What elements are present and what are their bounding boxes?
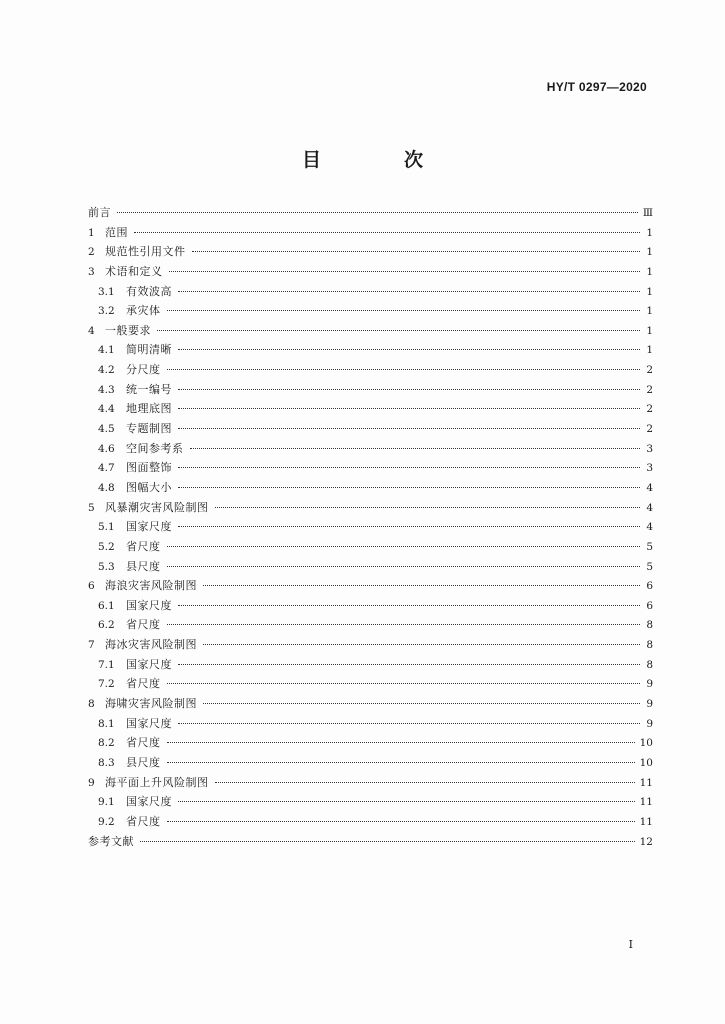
toc-entry[interactable] <box>88 458 653 478</box>
toc-entry-page: 9 <box>646 698 653 711</box>
toc-entry-number: 3.2 <box>98 305 115 318</box>
dot-leader <box>215 782 635 783</box>
toc-entry[interactable] <box>88 360 653 380</box>
dot-leader <box>203 703 640 704</box>
toc-entry-page: 11 <box>639 815 653 828</box>
toc-entry[interactable] <box>88 773 653 793</box>
toc-entry-page: 8 <box>646 639 653 652</box>
toc-entry-number: 4.8 <box>98 481 115 494</box>
toc-entry-page: 1 <box>646 265 653 278</box>
toc-entry-page: 1 <box>646 246 653 259</box>
toc-entry-label: 范围 <box>105 225 128 239</box>
toc-entry-page: 3 <box>646 462 653 475</box>
toc-entry[interactable] <box>88 832 653 852</box>
toc-entry-page: 1 <box>646 305 653 318</box>
toc-entry-label: 海浪灾害风险制图 <box>105 579 197 593</box>
toc-entry-number: 7.1 <box>98 658 115 671</box>
toc-entry-page: 2 <box>646 364 653 377</box>
toc-entry-page: 9 <box>646 678 653 691</box>
page-title: 目 次 <box>301 149 455 171</box>
dot-leader <box>167 310 641 311</box>
toc-entry-label: 国家尺度 <box>126 520 172 534</box>
toc-entry[interactable] <box>88 635 653 655</box>
toc-entry-label: 县尺度 <box>126 559 161 573</box>
toc-entry-number: 6.1 <box>98 599 115 612</box>
toc-entry-number: 8.2 <box>98 737 115 750</box>
toc-entry-page: 8 <box>646 619 653 632</box>
toc-entry-label: 省尺度 <box>126 539 161 553</box>
toc-entry-number: 8.1 <box>98 717 115 730</box>
toc-entry-number: 4.2 <box>98 364 115 377</box>
toc-entry[interactable] <box>88 439 653 459</box>
toc-entry[interactable] <box>88 340 653 360</box>
toc-entry-page: 10 <box>639 737 653 750</box>
dot-leader <box>178 428 640 429</box>
toc-entry[interactable] <box>88 419 653 439</box>
dot-leader <box>203 585 640 586</box>
toc-entry-page: 8 <box>646 658 653 671</box>
toc-entry-label: 海冰灾害风险制图 <box>105 638 197 652</box>
toc-entry[interactable] <box>88 223 653 243</box>
toc-entry[interactable] <box>88 576 653 596</box>
toc-entry-page: 3 <box>646 442 653 455</box>
toc-entry-label: 省尺度 <box>126 814 161 828</box>
toc-entry-label: 参考文献 <box>88 834 134 848</box>
toc-entry-page: 1 <box>646 324 653 337</box>
toc-entry-label: 县尺度 <box>126 755 161 769</box>
dot-leader <box>178 526 640 527</box>
dot-leader <box>140 841 635 842</box>
dot-leader <box>178 349 640 350</box>
toc-entry[interactable] <box>88 655 653 675</box>
toc-entry-number: 6 <box>88 580 95 593</box>
table-of-contents <box>88 203 653 851</box>
toc-entry[interactable] <box>88 615 653 635</box>
toc-entry-number: 9 <box>88 776 95 789</box>
page-number: I <box>628 938 633 951</box>
toc-entry-number: 8.3 <box>98 756 115 769</box>
toc-entry-page: 4 <box>646 501 653 514</box>
toc-entry-page: Ⅲ <box>642 207 653 219</box>
dot-leader <box>178 467 640 468</box>
toc-entry-number: 4.7 <box>98 462 115 475</box>
toc-entry-number: 8 <box>88 698 95 711</box>
toc-entry-label: 海平面上升风险制图 <box>105 775 209 789</box>
toc-entry-label: 国家尺度 <box>126 598 172 612</box>
toc-entry[interactable] <box>88 498 653 518</box>
dot-leader <box>178 389 640 390</box>
toc-entry[interactable] <box>88 714 653 734</box>
dot-leader <box>203 644 640 645</box>
dot-leader <box>167 369 641 370</box>
dot-leader <box>167 742 635 743</box>
dot-leader <box>178 723 640 724</box>
toc-entry[interactable] <box>88 321 653 341</box>
toc-entry-page: 6 <box>646 580 653 593</box>
toc-entry-number: 4.6 <box>98 442 115 455</box>
dot-leader <box>169 271 641 272</box>
toc-entry-number: 2 <box>88 246 95 259</box>
toc-entry[interactable] <box>88 301 653 321</box>
toc-entry-label: 前言 <box>88 206 111 219</box>
toc-entry-label: 省尺度 <box>126 677 161 691</box>
toc-entry[interactable] <box>88 203 653 223</box>
toc-entry-label: 图面整饰 <box>126 461 172 475</box>
dot-leader <box>178 291 640 292</box>
dot-leader <box>167 683 641 684</box>
toc-entry-number: 9.2 <box>98 815 115 828</box>
toc-entry[interactable] <box>88 262 653 282</box>
dot-leader <box>167 546 641 547</box>
toc-entry-label: 规范性引用文件 <box>105 245 186 259</box>
toc-entry-label: 简明清晰 <box>126 343 172 357</box>
toc-entry-number: 5 <box>88 501 95 514</box>
toc-entry-number: 5.2 <box>98 540 115 553</box>
dot-leader <box>192 251 641 252</box>
toc-entry-page: 10 <box>639 756 653 769</box>
toc-entry-page: 4 <box>646 481 653 494</box>
toc-entry[interactable] <box>88 242 653 262</box>
dot-leader <box>167 821 635 822</box>
toc-entry-number: 5.1 <box>98 521 115 534</box>
toc-entry[interactable] <box>88 792 653 812</box>
toc-entry-number: 7 <box>88 639 95 652</box>
toc-entry-page: 2 <box>646 423 653 436</box>
toc-entry-page: 1 <box>646 344 653 357</box>
dot-leader <box>178 664 640 665</box>
toc-entry-label: 统一编号 <box>126 382 172 396</box>
dot-leader <box>117 212 638 213</box>
toc-entry[interactable] <box>88 557 653 577</box>
toc-entry[interactable] <box>88 596 653 616</box>
toc-entry-label: 图幅大小 <box>126 480 172 494</box>
toc-entry-page: 1 <box>646 285 653 298</box>
toc-entry-label: 海啸灾害风险制图 <box>105 697 197 711</box>
toc-entry[interactable] <box>88 812 653 832</box>
toc-entry-number: 7.2 <box>98 678 115 691</box>
dot-leader <box>157 330 640 331</box>
toc-entry-number: 6.2 <box>98 619 115 632</box>
toc-entry-number: 3 <box>88 265 95 278</box>
toc-entry[interactable] <box>88 733 653 753</box>
toc-entry-page: 1 <box>646 226 653 239</box>
dot-leader <box>167 624 641 625</box>
toc-entry-page: 5 <box>646 540 653 553</box>
toc-entry-page: 12 <box>639 835 653 848</box>
toc-entry-number: 3.1 <box>98 285 115 298</box>
toc-entry-number: 5.3 <box>98 560 115 573</box>
toc-entry-page: 9 <box>646 717 653 730</box>
dot-leader <box>178 487 640 488</box>
toc-entry-page: 2 <box>646 403 653 416</box>
dot-leader <box>167 762 635 763</box>
toc-entry-number: 1 <box>88 226 95 239</box>
toc-entry-label: 风暴潮灾害风险制图 <box>105 500 209 514</box>
toc-entry-label: 国家尺度 <box>126 716 172 730</box>
toc-entry[interactable] <box>88 674 653 694</box>
toc-entry-label: 一般要求 <box>105 323 151 337</box>
toc-entry-number: 4.1 <box>98 344 115 357</box>
toc-entry-label: 省尺度 <box>126 736 161 750</box>
toc-entry-page: 4 <box>646 521 653 534</box>
toc-entry[interactable] <box>88 282 653 302</box>
dot-leader <box>178 408 640 409</box>
toc-entry[interactable] <box>88 753 653 773</box>
toc-entry-page: 2 <box>646 383 653 396</box>
toc-entry-number: 9.1 <box>98 796 115 809</box>
toc-entry[interactable] <box>88 517 653 537</box>
toc-entry-label: 省尺度 <box>126 618 161 632</box>
toc-entry-label: 专题制图 <box>126 422 172 436</box>
toc-entry-label: 国家尺度 <box>126 795 172 809</box>
toc-entry[interactable] <box>88 537 653 557</box>
standard-code: HY/T 0297—2020 <box>546 80 647 94</box>
toc-entry-page: 5 <box>646 560 653 573</box>
toc-entry-label: 有效波高 <box>126 284 172 298</box>
toc-entry-label: 承灾体 <box>126 304 161 318</box>
toc-entry-number: 4.3 <box>98 383 115 396</box>
toc-entry-label: 国家尺度 <box>126 657 172 671</box>
dot-leader <box>215 507 641 508</box>
toc-entry-page: 11 <box>639 776 653 789</box>
dot-leader <box>134 232 640 233</box>
dot-leader <box>178 605 640 606</box>
toc-entry[interactable] <box>88 399 653 419</box>
toc-entry-label: 术语和定义 <box>105 264 163 278</box>
toc-entry-number: 4 <box>88 324 95 337</box>
toc-entry-label: 空间参考系 <box>126 441 184 455</box>
toc-entry-page: 11 <box>639 796 653 809</box>
dot-leader <box>190 448 641 449</box>
toc-entry[interactable] <box>88 478 653 498</box>
toc-entry-number: 4.4 <box>98 403 115 416</box>
toc-entry-number: 4.5 <box>98 423 115 436</box>
dot-leader <box>178 801 635 802</box>
toc-entry-page: 6 <box>646 599 653 612</box>
toc-entry-label: 分尺度 <box>126 363 161 377</box>
toc-entry-label: 地理底图 <box>126 402 172 416</box>
dot-leader <box>167 566 641 567</box>
toc-entry[interactable] <box>88 380 653 400</box>
toc-entry[interactable] <box>88 694 653 714</box>
